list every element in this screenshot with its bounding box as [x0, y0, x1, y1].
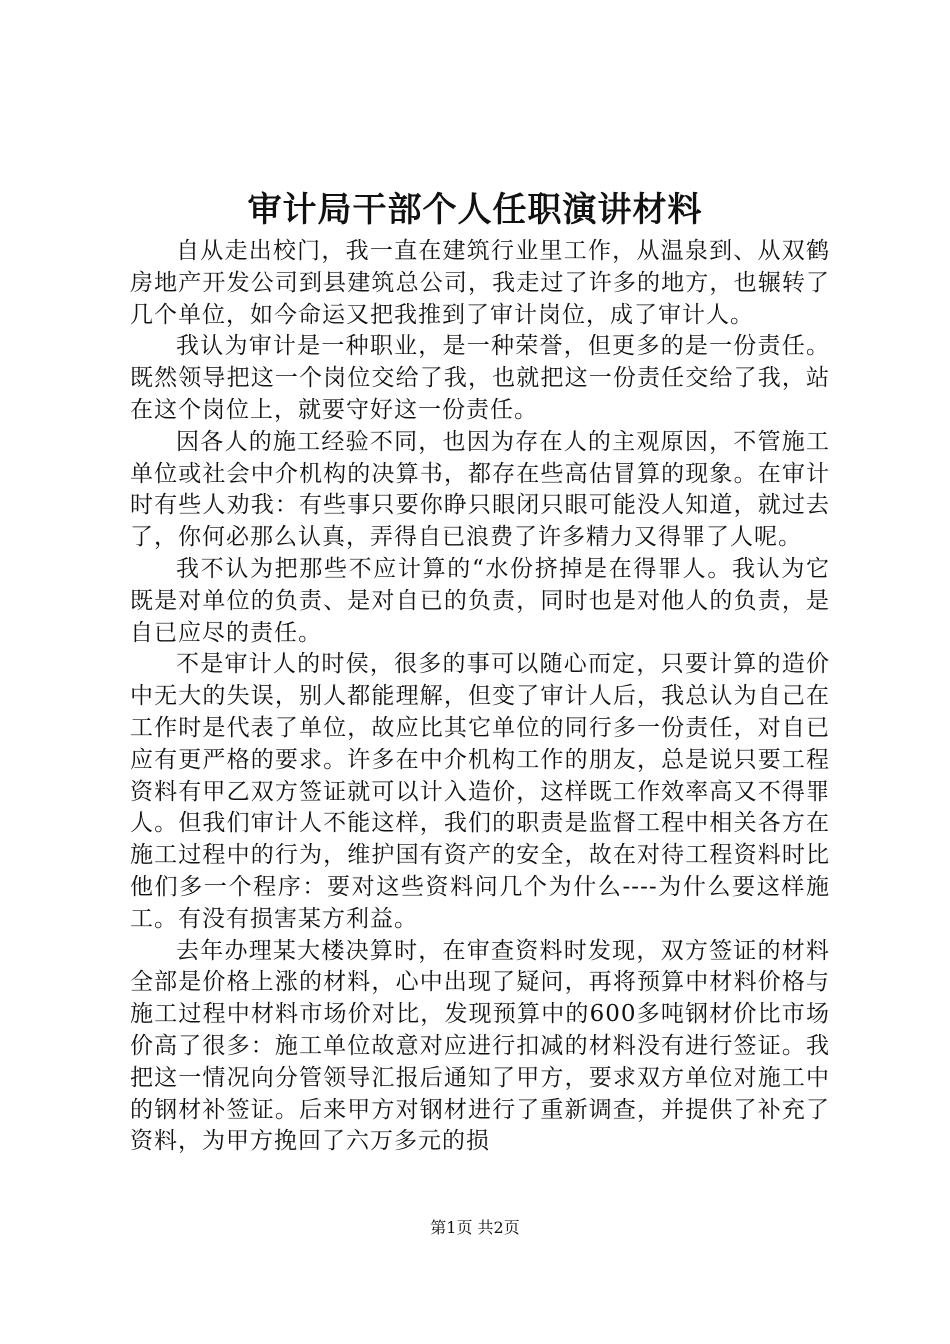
paragraph-3: 因各人的施工经验不同，也因为存在人的主观原因，不管施工单位或社会中介机构的决算书，都存在些高估冒算的现象。在审计时有些人劝我：有些事只要你睁只眼闭只眼可能没人知道，就过去了，你何必那么认真，弄得自已浪费了许多精力又得罪了人呢。: [130, 428, 830, 551]
paragraph-1: 自从走出校门，我一直在建筑行业里工作，从温泉到、从双鹤房地产开发公司到县建筑总公司，我走过了许多的地方，也辗转了几个单位，如今命运又把我推到了审计岗位，成了审计人。: [130, 238, 830, 328]
paragraph-2: 我认为审计是一种职业，是一种荣誉，但更多的是一份责任。既然领导把这一个岗位交给了我，也就把这一份责任交给了我，站在这个岗位上，就要守好这一份责任。: [130, 333, 830, 423]
paragraph-6: 去年办理某大楼决算时，在审查资料时发现，双方签证的材料全部是价格上涨的材料，心中出现了疑问，再将预算中材料价格与施工过程中材料市场价对比，发现预算中的600多吨钢材价比市场价高了很多：施工单位故意对应进行扣减的材料没有进行签证。我把这一情况向分管领导汇报后通知了甲方，要求双方单位对施工中的钢材补签证。后来甲方对钢材进行了重新调查，并提供了补充了资料，为甲方挽回了六万多元的损: [130, 937, 830, 1155]
paragraph-5: 不是审计人的时侯，很多的事可以随心而定，只要计算的造价中无大的失误，别人都能理解，但变了审计人后，我总认为自己在工作时是代表了单位，故应比其它单位的同行多一份责任，对自已应有更严格的要求。许多在中介机构工作的朋友，总是说只要工程资料有甲乙双方签证就可以计入造价，这样既工作效率高又不得罪人。但我们审计人不能这样，我们的职责是监督工程中相关各方在施工过程中的行为，维护国有资产的安全，故在对待工程资料时比他们多一个程序：要对这些资料问几个为什么----为什么要这样施工。有没有损害某方利益。: [130, 651, 830, 932]
page-number-footer: 第1页 共2页: [430, 1218, 520, 1237]
paragraph-4: 我不认为把那些不应计算的“水份挤掉是在得罪人。我认为它既是对单位的负责、是对自已的负责，同时也是对他人的负责，是自已应尽的责任。: [130, 555, 830, 646]
document-title: 审计局干部个人任职演讲材料: [247, 190, 703, 230]
document-body: [130, 236, 830, 1158]
